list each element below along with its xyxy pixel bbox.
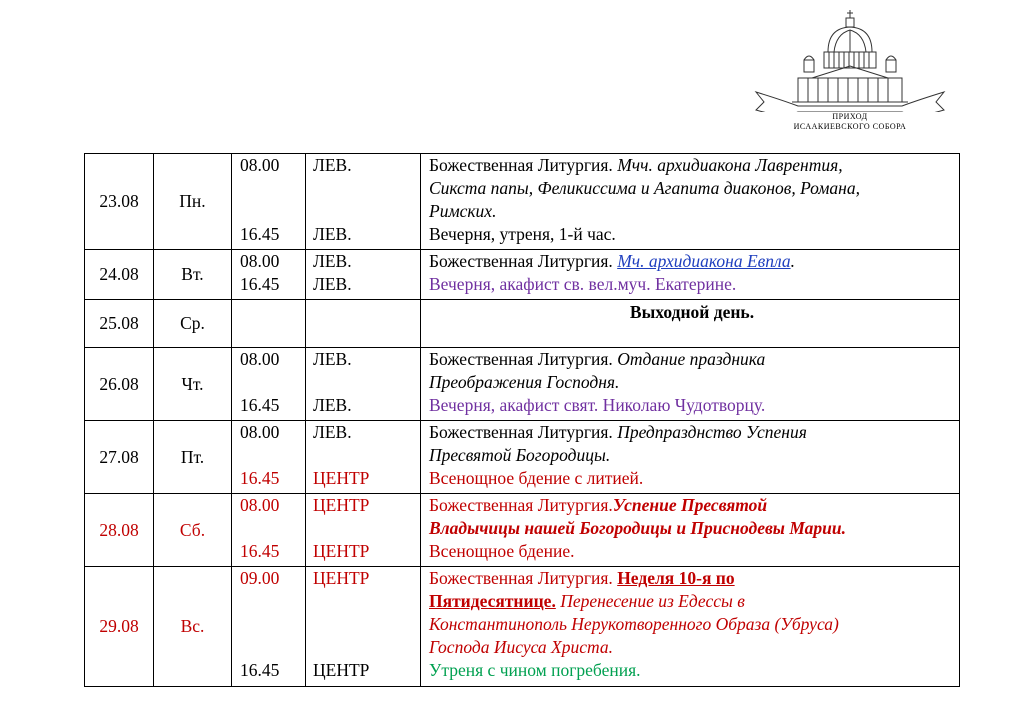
table-row bbox=[85, 567, 960, 687]
time-morning: 08.00 bbox=[240, 251, 280, 271]
time-cell bbox=[232, 348, 306, 421]
time-cell bbox=[232, 421, 306, 494]
table-row bbox=[85, 348, 960, 421]
time-evening: 16.45 bbox=[240, 274, 280, 294]
place-morning: ЛЕВ. bbox=[313, 155, 352, 175]
time-cell bbox=[232, 567, 306, 687]
date-cell: 29.08 bbox=[85, 567, 154, 687]
date-cell: 23.08 bbox=[85, 154, 154, 250]
place-evening: ЦЕНТР bbox=[313, 468, 370, 488]
place-evening: ЦЕНТР bbox=[313, 541, 370, 561]
table-row bbox=[85, 421, 960, 494]
feast-name-cont: Владычицы нашей Богородицы и Приснодевы Марии. bbox=[429, 518, 846, 538]
place-cell bbox=[306, 300, 421, 348]
service-cell bbox=[421, 421, 960, 494]
time-evening: 16.45 bbox=[240, 468, 280, 488]
feast-name-cont: Константинополь Нерукотворенного Образа (Убруса) bbox=[429, 614, 839, 634]
feast-name-cont: Римских. bbox=[429, 201, 497, 221]
day-cell: Чт. bbox=[154, 348, 232, 421]
day-cell: Сб. bbox=[154, 494, 232, 567]
place-evening: ЦЕНТР bbox=[313, 660, 370, 680]
time-evening: 16.45 bbox=[240, 541, 280, 561]
time-morning: 09.00 bbox=[240, 568, 280, 588]
place-morning: ЛЕВ. bbox=[313, 349, 352, 369]
table-row bbox=[85, 154, 960, 250]
place-cell bbox=[306, 567, 421, 687]
date-cell: 28.08 bbox=[85, 494, 154, 567]
feast-name-cont: Преображения Господня. bbox=[429, 372, 620, 392]
day-cell: Вт. bbox=[154, 250, 232, 300]
service-title: Божественная Литургия. bbox=[429, 349, 613, 369]
place-evening: ЛЕВ. bbox=[313, 395, 352, 415]
feast-name: Предпразднство Успения bbox=[612, 422, 807, 442]
table-row bbox=[85, 494, 960, 567]
feast-name-cont: Господа Иисуса Христа. bbox=[429, 637, 613, 657]
service-cell bbox=[421, 154, 960, 250]
time-morning: 08.00 bbox=[240, 495, 280, 515]
service-title: Божественная Литургия. bbox=[429, 155, 613, 175]
feast-name-cont: Пресвятой Богородицы. bbox=[429, 445, 611, 465]
time-morning: 08.00 bbox=[240, 155, 280, 175]
place-morning: ЛЕВ. bbox=[313, 422, 352, 442]
service-title: Божественная Литургия. bbox=[429, 251, 613, 271]
time-morning: 08.00 bbox=[240, 422, 280, 442]
place-evening: ЛЕВ. bbox=[313, 274, 352, 294]
time-evening: 16.45 bbox=[240, 224, 280, 244]
evening-service: Вечерня, акафист свят. Николаю Чудотворцу. bbox=[429, 395, 766, 415]
time-cell bbox=[232, 494, 306, 567]
evening-service: Вечерня, акафист св. вел.муч. Екатерине. bbox=[429, 274, 737, 294]
logo-text-cathedral: ИСААКИЕВСКОГО СОБОРА bbox=[793, 122, 907, 131]
service-cell bbox=[421, 567, 960, 687]
evening-service: Вечерня, утреня, 1-й час. bbox=[429, 224, 616, 244]
time-cell bbox=[232, 300, 306, 348]
time-evening: 16.45 bbox=[240, 660, 280, 680]
place-cell bbox=[306, 348, 421, 421]
place-cell bbox=[306, 154, 421, 250]
service-title: Божественная Литургия. bbox=[429, 568, 613, 588]
place-morning: ЦЕНТР bbox=[313, 568, 370, 588]
time-evening: 16.45 bbox=[240, 395, 280, 415]
feast-name: Отдание праздника bbox=[612, 349, 766, 369]
day-cell: Вс. bbox=[154, 567, 232, 687]
place-morning: ЛЕВ. bbox=[313, 251, 352, 271]
time-cell bbox=[232, 154, 306, 250]
place-cell bbox=[306, 421, 421, 494]
sunday-name-cont: Пятидесятнице. bbox=[429, 591, 556, 611]
date-cell: 27.08 bbox=[85, 421, 154, 494]
sunday-name: Неделя 10-я по bbox=[617, 568, 735, 588]
logo-text-parish: ПРИХОД bbox=[832, 112, 868, 121]
table-row bbox=[85, 250, 960, 300]
service-cell bbox=[421, 300, 960, 348]
feast-name: Мчч. архидиакона Лаврентия, bbox=[612, 155, 843, 175]
date-cell: 26.08 bbox=[85, 348, 154, 421]
schedule-table bbox=[84, 153, 960, 687]
feast-name: Успение Пресвятой bbox=[612, 495, 768, 515]
period: . bbox=[790, 251, 795, 271]
feast-name-cont: Сикста папы, Феликиссима и Агапита диаконов, Романа, bbox=[429, 178, 860, 198]
service-title: Божественная Литургия. bbox=[429, 422, 613, 442]
evening-service: Всенощное бдение с литией. bbox=[429, 468, 644, 488]
day-cell: Пт. bbox=[154, 421, 232, 494]
service-cell bbox=[421, 494, 960, 567]
feast-name: Перенесение из Едессы в bbox=[555, 591, 745, 611]
day-cell: Пн. bbox=[154, 154, 232, 250]
time-morning: 08.00 bbox=[240, 349, 280, 369]
table-row bbox=[85, 300, 960, 348]
place-cell bbox=[306, 250, 421, 300]
place-morning: ЦЕНТР bbox=[313, 495, 370, 515]
service-cell bbox=[421, 250, 960, 300]
date-cell: 24.08 bbox=[85, 250, 154, 300]
saint-link[interactable]: Мч. архидиакона Евпла bbox=[617, 251, 791, 271]
date-cell: 25.08 bbox=[85, 300, 154, 348]
parish-logo bbox=[752, 8, 948, 138]
time-cell bbox=[232, 250, 306, 300]
evening-service: Всенощное бдение. bbox=[429, 541, 575, 561]
day-cell: Ср. bbox=[154, 300, 232, 348]
place-evening: ЛЕВ. bbox=[313, 224, 352, 244]
service-title: Божественная Литургия. bbox=[429, 495, 613, 515]
evening-service: Утреня с чином погребения. bbox=[429, 660, 641, 680]
cathedral-icon bbox=[752, 8, 948, 112]
service-cell bbox=[421, 348, 960, 421]
place-cell bbox=[306, 494, 421, 567]
day-off-label: Выходной день. bbox=[629, 302, 755, 322]
